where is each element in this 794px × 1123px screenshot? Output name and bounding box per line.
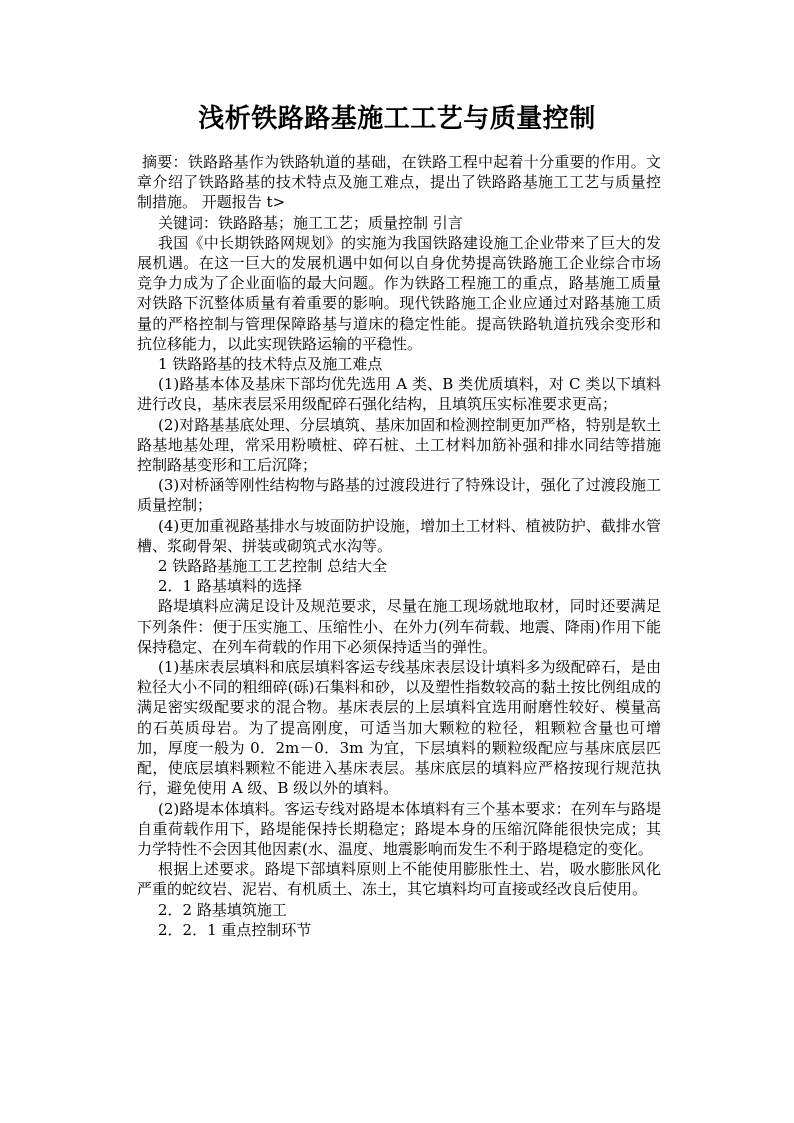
list-item-2: (2)对路基基底处理、分层填筑、基床加固和检测控制更加严格，特别是软土路基地基处理，常采用粉喷桩、碎石桩、土工材料加筋补强和排水同结等措施控制路基变形和工后沉降； — [137, 415, 661, 475]
keywords-paragraph: 关键词：铁路路基；施工工艺；质量控制 引言 — [158, 213, 463, 232]
fill-requirements-paragraph: 路堤填料应满足设计及规范要求，尽量在施工现场就地取材，同时还要满足下列条件：便于压实施工、压缩性小、在外力(列车荷载、地震、降雨)作用下能保持稳定、在列车荷载的作用下必须保持适当的弹性。 — [137, 597, 661, 656]
intro-paragraph: 我国《中长期铁路网规划》的实施为我国铁路建设施工企业带来了巨大的发展机遇。在这一巨大的发展机遇中如何以自身优势提高铁路施工企业综合市场竞争力成为了企业面临的最大问题。作为铁路工程施工的重点，路基施工质量对铁路下沉整体质量有着重要的影响。现代铁路施工企业应通过对路基施工质量的严格控制与管理保障路基与道床的稳定性能。提高铁路轨道抗残余变形和抗位移能力，以此实现铁路运输的平稳性。 — [137, 233, 661, 353]
section-heading-1: 1 铁路路基的技术特点及施工难点 — [158, 355, 383, 374]
subsection-heading-2-2: 2．2 路基填筑施工 — [158, 900, 287, 919]
list-item-4: (4)更加重视路基排水与坡面防护设施，增加土工材料、植被防护、截排水管槽、浆砌骨架、拼装或砌筑式水沟等。 — [137, 516, 661, 555]
abstract-paragraph: 摘要：铁路路基作为铁路轨道的基础，在铁路工程中起着十分重要的作用。文章介绍了铁路路基的技术特点及施工难点，提出了铁路路基施工工艺与质量控制措施。 开题报告 t> — [137, 153, 661, 212]
list-item-3: (3)对桥涵等刚性结构物与路基的过渡段进行了特殊设计，强化了过渡段施工质量控制； — [137, 476, 661, 515]
document-title: 浅析铁路路基施工工艺与质量控制 — [198, 104, 596, 134]
list-item-1: (1)路基本体及基床下部均优先选用 A 类、B 类优质填料，对 C 类以下填料进行改良，基床表层采用级配碎石强化结构，且填筑压实标准要求更高； — [137, 375, 661, 414]
subsection-heading-2-1: 2．1 路基填料的选择 — [158, 577, 302, 596]
subsection-heading-2-2-1: 2．2．1 重点控制环节 — [158, 920, 312, 939]
document-body — [137, 152, 661, 940]
fill-principle-paragraph: 根据上述要求。路堤下部填料原则上不能使用膨胀性土、岩，吸水膨胀风化严重的蛇纹岩、泥岩、有机质土、冻土，其它填料均可直接或经改良后使用。 — [137, 860, 661, 899]
section-heading-2: 2 铁路路基施工工艺控制 总结大全 — [158, 557, 388, 576]
embankment-fill-paragraph: (2)路堤本体填料。客运专线对路堤本体填料有三个基本要求：在列车与路堤自重荷载作用下，路堤能保持长期稳定；路堤本身的压缩沉降能很快完成；其力学特性不会因其他因素(水、温度、地震影响而发生不利于路堤稳定的变化。 — [137, 799, 661, 858]
subgrade-fill-paragraph: (1)基床表层填料和底层填料客运专线基床表层设计填料多为级配碎石，是由粒径大小不同的粗细碎(砾)石集料和砂，以及塑性指数较高的黏土按比例组成的满足密实级配要求的混合物。基床表层的上层填料宜选用耐磨性较好、模量高的石英质母岩。为了提高刚度，可适当加大颗粒的粒径，粗颗粒含量也可增加，厚度一般为 0．2m－0．3m 为宜，下层填料的颗粒级配应与基床底层匹配，使底层填料颗粒不能进入基床表层。基床底层的填料应严格按现行规范执行，避免使用 A 级、B 级以外的填料。 — [137, 658, 661, 798]
